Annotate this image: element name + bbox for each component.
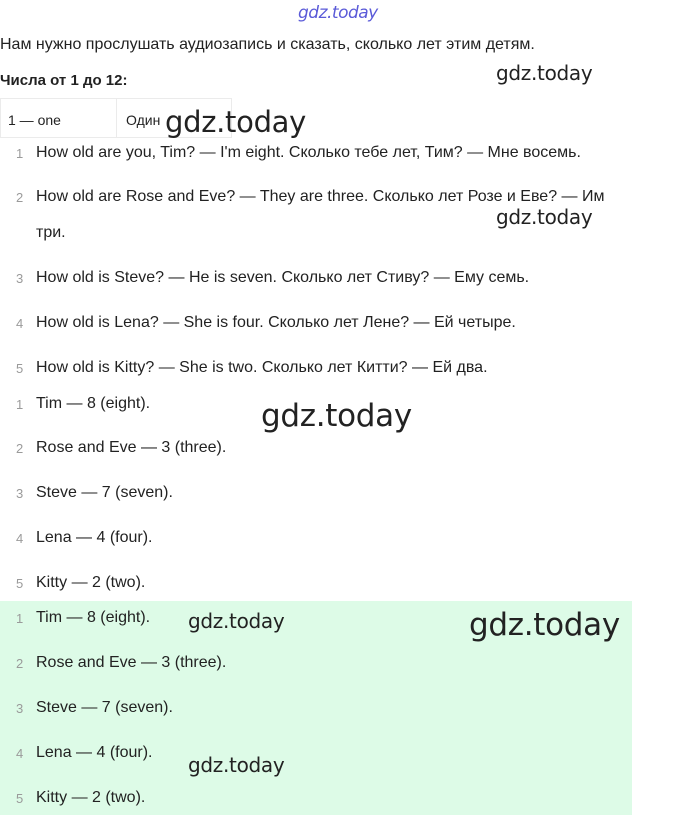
watermark: gdz.today <box>188 753 285 777</box>
numbers-table-ru-cell: Один <box>126 112 161 128</box>
answer-text: Steve — 7 (seven). <box>36 484 173 501</box>
intro-text: Нам нужно прослушать аудиозапись и сказать, сколько лет этим детям. <box>0 36 535 53</box>
highlighted-answer-line <box>0 651 226 675</box>
answer-text: Kitty — 2 (two). <box>36 789 146 806</box>
highlighted-answer-line <box>0 786 145 810</box>
dialogue-text: How old is Lena? — She is four. Сколько лет Лене? — Ей четыре. <box>36 314 516 331</box>
highlighted-answer-line <box>0 606 150 630</box>
dialogue-text: How old are Rose and Eve? — They are three. Сколько лет Розе и Еве? — Им <box>36 188 605 205</box>
dialogue-continuation: три. <box>36 224 66 241</box>
watermark: gdz.today <box>496 205 593 229</box>
watermark: gdz.today <box>165 105 307 139</box>
line-number: 1 <box>16 145 24 161</box>
answer-text: Kitty — 2 (two). <box>36 574 146 591</box>
site-logo[interactable]: gdz.today <box>298 3 378 23</box>
watermark: gdz.today <box>496 61 593 85</box>
dialogue-text: How old is Steve? — He is seven. Сколько лет Стиву? — Ему семь. <box>36 269 530 286</box>
dialogue-text: How old is Kitty? — She is two. Сколько лет Китти? — Ей два. <box>36 359 488 376</box>
line-number: 5 <box>16 575 24 591</box>
line-number: 4 <box>16 745 24 761</box>
line-number: 3 <box>16 270 24 286</box>
line-number: 1 <box>16 396 24 412</box>
answer-line <box>0 526 153 550</box>
answer-text: Rose and Eve — 3 (three). <box>36 654 227 671</box>
watermark: gdz.today <box>261 398 412 434</box>
answer-text: Lena — 4 (four). <box>36 529 153 546</box>
dialogue-line <box>0 356 488 380</box>
line-number: 2 <box>16 655 24 671</box>
highlighted-answer-line <box>0 696 173 720</box>
line-number: 4 <box>16 315 24 331</box>
answer-text: Rose and Eve — 3 (three). <box>36 439 227 456</box>
answer-line <box>0 481 173 505</box>
answer-text: Tim — 8 (eight). <box>36 395 151 412</box>
answer-line <box>0 571 145 595</box>
line-number: 5 <box>16 790 24 806</box>
dialogue-line <box>0 266 529 290</box>
line-number: 5 <box>16 360 24 376</box>
answer-line <box>0 436 226 460</box>
answer-text: Lena — 4 (four). <box>36 744 153 761</box>
line-number: 2 <box>16 440 24 456</box>
numbers-heading: Числа от 1 до 12: <box>0 72 128 89</box>
answer-text: Steve — 7 (seven). <box>36 699 173 716</box>
numbers-table-en-cell: 1 — one <box>1 99 117 137</box>
watermark: gdz.today <box>188 609 285 633</box>
line-number: 2 <box>16 189 24 205</box>
dialogue-line <box>0 141 581 165</box>
watermark: gdz.today <box>469 607 620 643</box>
line-number: 4 <box>16 530 24 546</box>
answer-line <box>0 392 150 416</box>
dialogue-text: How old are you, Tim? — I'm eight. Сколько тебе лет, Тим? — Мне восемь. <box>36 144 581 161</box>
line-number: 3 <box>16 700 24 716</box>
dialogue-line <box>0 311 516 335</box>
line-number: 3 <box>16 485 24 501</box>
highlighted-answer-line <box>0 741 153 765</box>
answer-text: Tim — 8 (eight). <box>36 609 151 626</box>
line-number: 1 <box>16 610 24 626</box>
